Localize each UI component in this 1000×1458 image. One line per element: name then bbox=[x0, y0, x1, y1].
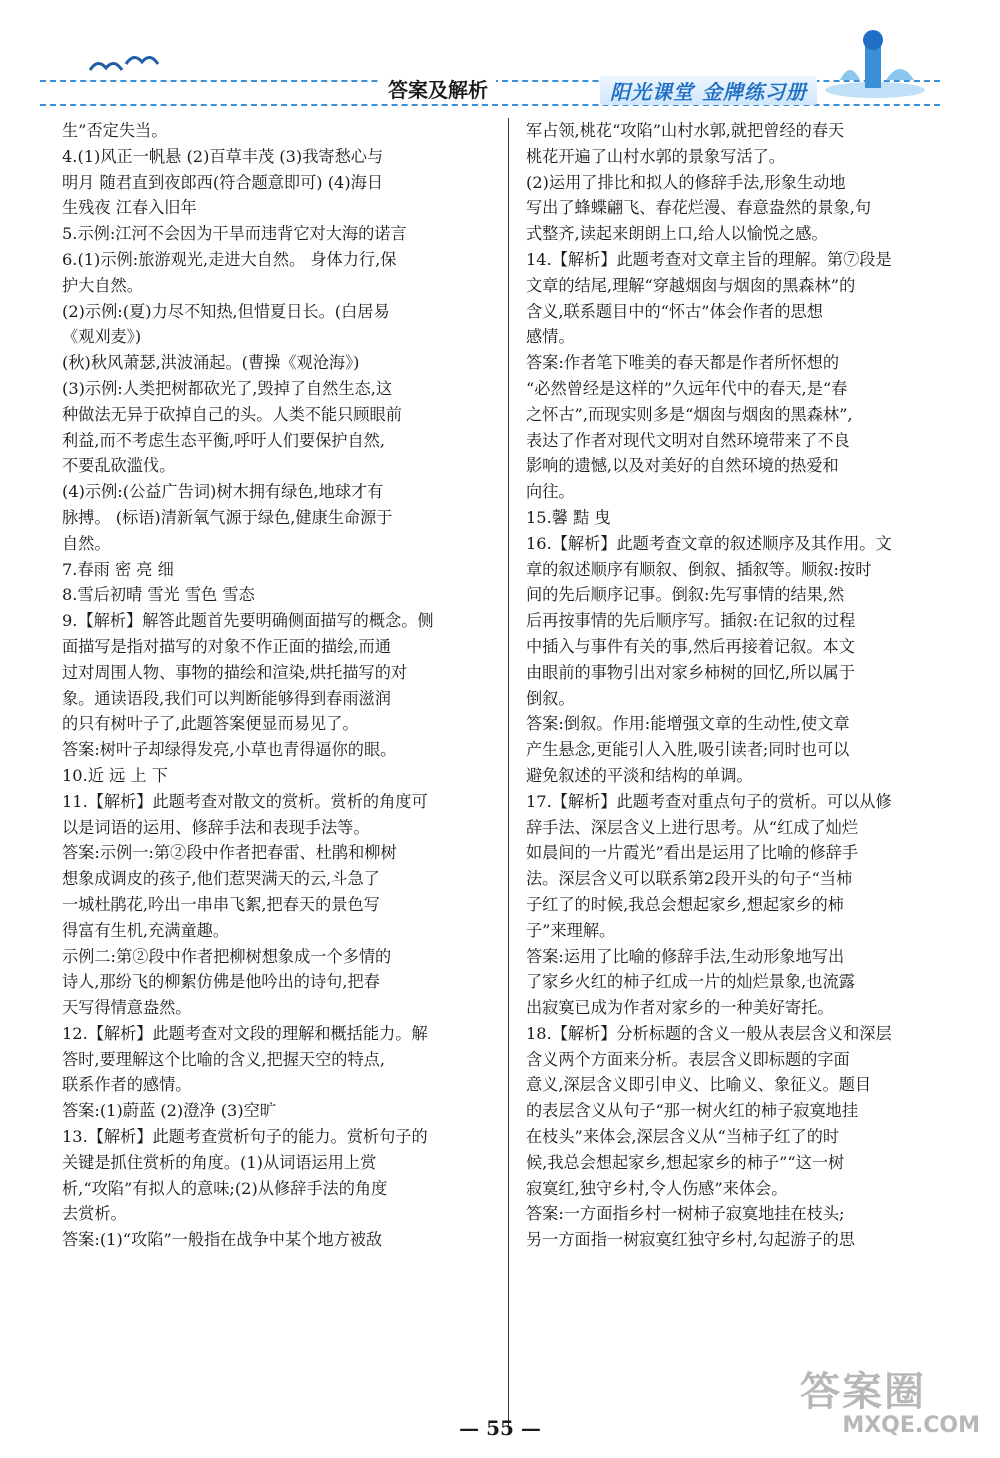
text-line: 14.【解析】此题考查对文章主旨的理解。第⑦段是 bbox=[526, 249, 892, 269]
brand-label: 阳光课堂 金牌练习册 bbox=[600, 76, 817, 105]
text-line: 析,“攻陷”有拟人的意味;(2)从修辞手法的角度 bbox=[62, 1178, 388, 1198]
text-line: 间的先后顺序记事。倒叙:先写事情的结果,然 bbox=[526, 585, 845, 605]
text-line: (2)示例:(夏)力尽不知热,但惜夏日长。(白居易 bbox=[62, 301, 390, 321]
text-line: 明月 随君直到夜郎西(符合题意即可) (4)海日 bbox=[62, 172, 384, 192]
text-line: 辞手法、深层含义上进行思考。从“红成了灿烂 bbox=[526, 817, 859, 837]
text-line: 护大自然。 bbox=[62, 275, 143, 295]
text-line: 候,我总会想起家乡,想起家乡的柿子”“这一树 bbox=[526, 1152, 845, 1172]
text-line: 得富有生机,充满童趣。 bbox=[62, 920, 230, 940]
text-line: (3)示例:人类把树都砍光了,毁掉了自然生态,这 bbox=[62, 378, 393, 398]
right-column bbox=[526, 118, 944, 1253]
text-line: 式整齐,读起来朗朗上口,给人以愉悦之感。 bbox=[526, 224, 828, 244]
text-line: 16.【解析】此题考查文章的叙述顺序及其作用。文 bbox=[526, 533, 892, 553]
text-line: “必然曾经是这样的”久远年代中的春天,是“春 bbox=[526, 378, 848, 398]
text-line: (4)示例:(公益广告词)树木拥有绿色,地球才有 bbox=[62, 482, 384, 502]
text-line: 利益,而不考虑生态平衡,呼吁人们要保护自然, bbox=[62, 430, 385, 450]
text-line: 章的叙述顺序有顺叙、倒叙、插叙等。顺叙:按时 bbox=[526, 559, 872, 579]
text-line: 子”来理解。 bbox=[526, 920, 616, 940]
text-line: 关键是抓住赏析的角度。(1)从词语运用上赏 bbox=[62, 1152, 377, 1172]
text-line: 答案:运用了比喻的修辞手法,生动形象地写出 bbox=[526, 946, 845, 966]
text-line: 去赏析。 bbox=[62, 1204, 127, 1224]
text-line: 子红了的时候,我总会想起家乡,想起家乡的柿 bbox=[526, 894, 844, 914]
text-line: 诗人,那纷飞的柳絮仿佛是他吟出的诗句,把春 bbox=[62, 972, 380, 992]
text-line: 向往。 bbox=[526, 482, 575, 502]
text-line: 4.(1)风正一帆悬 (2)百草丰茂 (3)我寄愁心与 bbox=[62, 146, 384, 166]
text-line: 另一方面指一树寂寞红独守乡村,勾起游子的思 bbox=[526, 1230, 855, 1250]
text-line: 后再按事情的先后顺序写。插叙:在记叙的过程 bbox=[526, 611, 856, 631]
text-line: 生残夜 江春入旧年 bbox=[62, 198, 197, 218]
text-line: 含义两个方面来分析。表层含义即标题的字面 bbox=[526, 1049, 850, 1069]
text-line: 感情。 bbox=[526, 327, 575, 347]
text-line: 示例二:第②段中作者把柳树想象成一个多情的 bbox=[62, 946, 392, 966]
page-number: — 55 — bbox=[459, 1416, 541, 1440]
text-line: 不要乱砍滥伐。 bbox=[62, 456, 176, 476]
text-line: 种做法无异于砍掉自己的头。人类不能只顾眼前 bbox=[62, 404, 402, 424]
text-line: 自然。 bbox=[62, 533, 111, 553]
text-line: (2)运用了排比和拟人的修辞手法,形象生动地 bbox=[526, 172, 846, 192]
text-line: 天写得情意盎然。 bbox=[62, 998, 192, 1018]
text-line: 表达了作者对现代文明对自然环境带来了不良 bbox=[526, 430, 850, 450]
text-line: 9.【解析】解答此题首先要明确侧面描写的概念。侧 bbox=[62, 611, 434, 631]
text-line: 想象成调皮的孩子,他们惹哭满天的云,斗急了 bbox=[62, 869, 380, 889]
text-line: 以是词语的运用、修辞手法和表现手法等。 bbox=[62, 817, 370, 837]
header-title: 答案及解析 bbox=[380, 74, 496, 103]
watermark bbox=[800, 1360, 980, 1450]
text-line: 的只有树叶子了,此题答案便显而易见了。 bbox=[62, 714, 359, 734]
text-line: 答案:(1)蔚蓝 (2)澄净 (3)空旷 bbox=[62, 1101, 277, 1121]
text-line: 寂寞红,独守乡村,令人伤感”来体会。 bbox=[526, 1178, 788, 1198]
text-line: 17.【解析】此题考查对重点句子的赏析。可以从修 bbox=[526, 791, 892, 811]
text-line: 12.【解析】此题考查对文段的理解和概括能力。解 bbox=[62, 1023, 428, 1043]
text-line: 《观刈麦》) bbox=[62, 327, 142, 347]
text-line: 18.【解析】分析标题的含义一般从表层含义和深层 bbox=[526, 1023, 892, 1043]
text-line: 15.馨 黠 曳 bbox=[526, 507, 611, 527]
text-line: 文章的结尾,理解“穿越烟囱与烟囱的黑森林”的 bbox=[526, 275, 856, 295]
text-line: 桃花开遍了山村水郭的景象写活了。 bbox=[526, 146, 785, 166]
text-line: 8.雪后初晴 雪光 雪色 雪态 bbox=[62, 585, 255, 605]
watermark-text: 答案圈 bbox=[800, 1369, 926, 1415]
text-line: 6.(1)示例:旅游观光,走进大自然。 身体力行,保 bbox=[62, 249, 397, 269]
text-line: 答时,要理解这个比喻的含义,把握天空的特点, bbox=[62, 1049, 385, 1069]
text-line: 由眼前的事物引出对家乡柿树的回忆,所以属于 bbox=[526, 662, 855, 682]
text-line: 答案:一方面指乡村一树柿子寂寞地挂在枝头; bbox=[526, 1204, 845, 1224]
text-line: 5.示例:江河不会因为干旱而违背它对大海的诺言 bbox=[62, 224, 407, 244]
text-line: 13.【解析】此题考查赏析句子的能力。赏析句子的 bbox=[62, 1127, 428, 1147]
text-line: 倒叙。 bbox=[526, 688, 575, 708]
text-line: 答案:作者笔下唯美的春天都是作者所怀想的 bbox=[526, 353, 840, 373]
text-line: 10.近 远 上 下 bbox=[62, 765, 168, 785]
page-header bbox=[0, 0, 1000, 120]
text-line: 含义,联系题目中的“怀古”体会作者的思想 bbox=[526, 301, 823, 321]
left-column bbox=[62, 118, 478, 1253]
text-line: 的表层含义从句子“那一树火红的柿子寂寞地挂 bbox=[526, 1101, 859, 1121]
text-line: 一城杜鹃花,吟出一串串飞絮,把春天的景色写 bbox=[62, 894, 380, 914]
text-line: 答案:示例一:第②段中作者把春雷、杜鹃和柳树 bbox=[62, 843, 397, 863]
text-line: 中插入与事件有关的事,然后再接着记叙。本文 bbox=[526, 636, 855, 656]
text-line: 如晨间的一片霞光”看出是运用了比喻的修辞手 bbox=[526, 843, 859, 863]
text-line: 答案:树叶子却绿得发亮,小草也青得逼你的眼。 bbox=[62, 740, 397, 760]
text-line: 法。深层含义可以联系第2段开头的句子“当柿 bbox=[526, 869, 853, 889]
text-line: 11.【解析】此题考查对散文的赏析。赏析的角度可 bbox=[62, 791, 428, 811]
text-line: 过对周围人物、事物的描绘和渲染,烘托描写的对 bbox=[62, 662, 408, 682]
text-line: 出寂寞已成为作者对家乡的一种美好寄托。 bbox=[526, 998, 834, 1018]
lighthouse-icon bbox=[820, 20, 930, 100]
text-line: 产生悬念,更能引人入胜,吸引读者;同时也可以 bbox=[526, 740, 850, 760]
text-line: (秋)秋风萧瑟,洪波涌起。(曹操《观沧海》) bbox=[62, 353, 360, 373]
text-line: 联系作者的感情。 bbox=[62, 1075, 192, 1095]
text-line: 生”否定失当。 bbox=[62, 121, 168, 140]
text-line: 写出了蜂蝶翩飞、春花烂漫、春意盎然的景象,句 bbox=[526, 198, 872, 218]
text-line: 之怀古”,而现实则多是“烟囱与烟囱的黑森林”, bbox=[526, 404, 853, 424]
text-line: 7.春雨 密 亮 细 bbox=[62, 559, 174, 579]
text-line: 答案:(1)“攻陷”一般指在战争中某个地方被敌 bbox=[62, 1230, 383, 1250]
column-divider bbox=[508, 118, 509, 1428]
text-line: 影响的遗憾,以及对美好的自然环境的热爱和 bbox=[526, 456, 839, 476]
text-line: 在枝头”来体会,深层含义从“当柿子红了的时 bbox=[526, 1127, 840, 1147]
text-line: 军占领,桃花“攻陷”山村水郭,就把曾经的春天 bbox=[526, 121, 845, 140]
text-line: 脉搏。 (标语)清新氧气源于绿色,健康生命源于 bbox=[62, 507, 393, 527]
text-line: 答案:倒叙。作用:能增强文章的生动性,使文章 bbox=[526, 714, 850, 734]
text-line: 象。通读语段,我们可以判断能够得到春雨滋润 bbox=[62, 688, 391, 708]
text-line: 意义,深层含义即引申义、比喻义、象征义。题目 bbox=[526, 1075, 872, 1095]
text-line: 了家乡火红的柿子红成一片的灿烂景象,也流露 bbox=[526, 972, 855, 992]
watermark-url: MXQE.COM bbox=[842, 1413, 980, 1438]
text-line: 面描写是指对描写的对象不作正面的描绘,而通 bbox=[62, 636, 391, 656]
text-line: 避免叙述的平淡和结构的单调。 bbox=[526, 765, 753, 785]
